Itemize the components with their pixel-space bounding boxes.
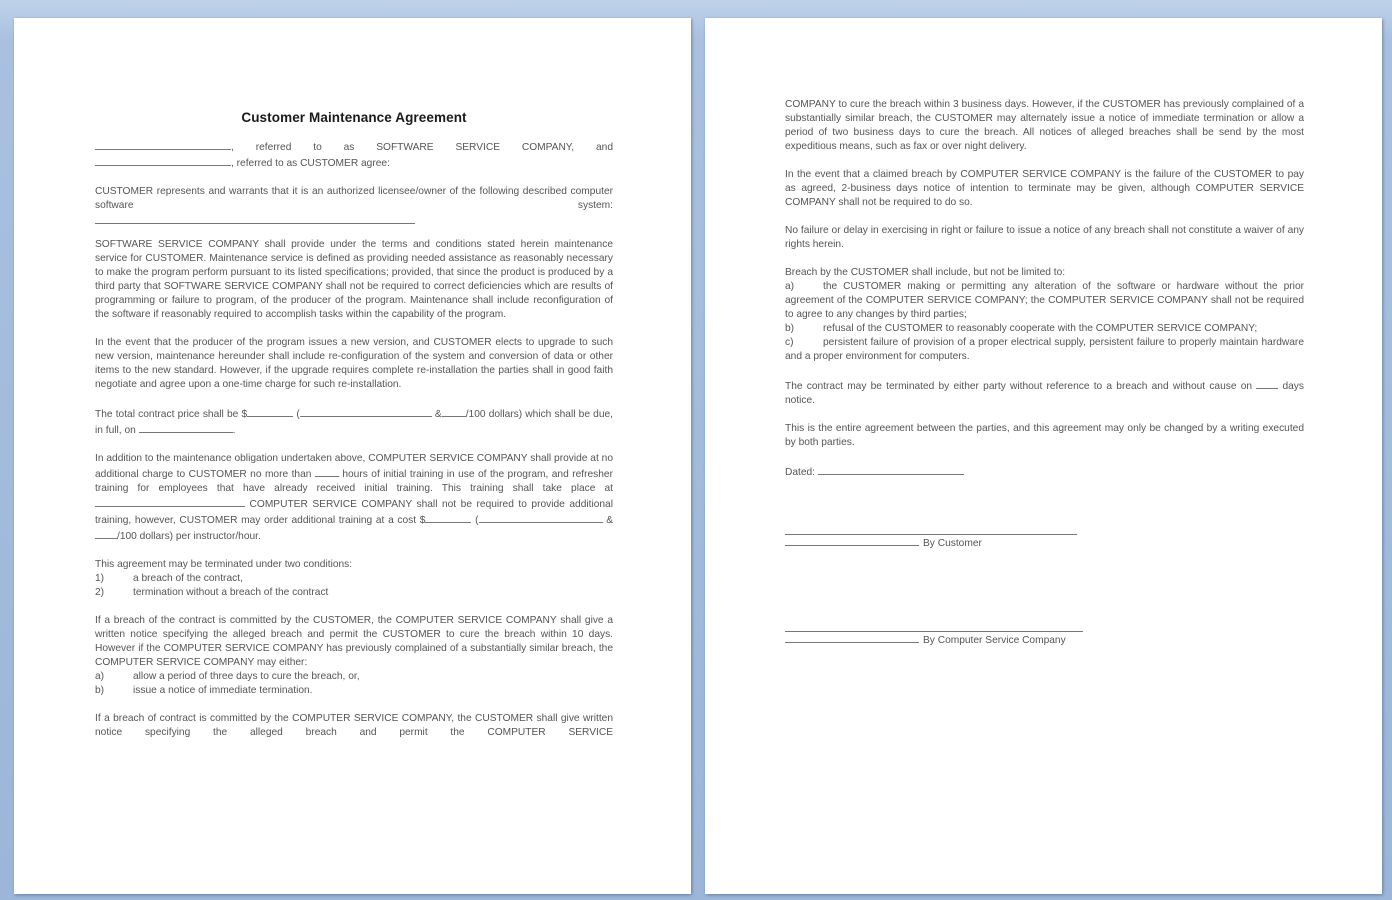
document-page-1 xyxy=(14,18,691,894)
customer-name-line[interactable] xyxy=(785,535,919,546)
training-cost-cents-blank[interactable] xyxy=(95,528,117,539)
signature-label-customer: By Customer xyxy=(923,538,982,549)
cure-period-paragraph: COMPANY to cure the breach within 3 business days. However, if the CUSTOMER has previously complained of a substantially similar breach, the CUSTOMER may alternately issue a notice of immediate termination or allow a period of two business days to cure the breach. All notices of alleged breaches shall be send by the most expeditious means, such as fax or over night delivery. xyxy=(785,99,1304,152)
termination-conditions: This agreement may be terminated under two conditions: 1) a breach of the contract, 2) termination without a breach of the contract xyxy=(95,558,613,600)
party-name-blank[interactable] xyxy=(95,139,231,150)
list-item: b) refusal of the CUSTOMER to reasonably cooperate with the COMPUTER SERVICE COMPANY; xyxy=(785,323,1258,334)
dated-line: Dated: xyxy=(785,464,1304,480)
training-paragraph: In addition to the maintenance obligation undertaken above, COMPUTER SERVICE COMPANY shall provide at no additional charge to CUSTOMER no more than hours of initial training in use of the program, and refresher training for employees that have already received initial training. This training shall take place at COMPUTER SERVICE COMPANY shall not be required to provide additional training, however, CUSTOMER may order additional training at a cost $ ( &/100 dollars) per instructor/hour. xyxy=(95,453,614,542)
list-item: c) persistent failure of provision of a proper electrical supply, persistent failure to properly maintain hardware and a proper environment for computers. xyxy=(785,337,1304,362)
customer-signature-block xyxy=(785,524,1304,551)
payment-breach-paragraph: In the event that a claimed breach by COMPUTER SERVICE COMPANY is the failure of the CUSTOMER to pay as agreed, 2-business days notice of intention to terminate may be given, although COMPUTER SERVICE COMPANY shall not be required to do so. xyxy=(785,169,1304,208)
signature-label-company: By Computer Service Company xyxy=(923,635,1066,646)
training-cost-blank[interactable] xyxy=(425,512,471,523)
contract-price-paragraph: The total contract price shall be $ ( & /100 dollars) which shall be due, in full, on . xyxy=(95,406,613,438)
list-item: 2) termination without a breach of the contract xyxy=(95,587,329,598)
list-item: a) allow a period of three days to cure the breach, or, xyxy=(95,671,360,682)
parties-paragraph: , referred to as SOFTWARE SERVICE COMPANY, and , referred to as CUSTOMER agree: xyxy=(95,139,613,171)
price-words-blank[interactable] xyxy=(300,406,432,417)
document-page-2 xyxy=(705,18,1382,894)
software-system-blank[interactable] xyxy=(95,213,613,224)
due-date-blank[interactable] xyxy=(139,422,233,433)
company-signature-block xyxy=(785,621,1304,648)
notice-days-blank[interactable] xyxy=(1256,378,1278,389)
list-item: 1) a breach of the contract, xyxy=(95,573,243,584)
training-cost-words-blank[interactable] xyxy=(479,512,603,523)
price-cents-blank[interactable] xyxy=(442,406,466,417)
customer-breach-paragraph: If a breach of the contract is committed by the CUSTOMER, the COMPUTER SERVICE COMPANY shall give a written notice specifying the alleged breach and permit the CUSTOMER to cure the breach within 10 days. However if the COMPUTER SERVICE COMPANY has previously complained of a substantially similar breach, the COMPUTER SERVICE COMPANY may either: a) allow a period of three days to cure the breach, or, b) issue a notice of immediate termination. xyxy=(95,615,613,696)
list-item: b) issue a notice of immediate termination. xyxy=(95,685,313,696)
customer-signature-line[interactable] xyxy=(785,524,1077,535)
document-title: Customer Maintenance Agreement xyxy=(241,110,467,125)
upgrade-paragraph: In the event that the producer of the program issues a new version, and CUSTOMER elects to upgrade to such new version, maintenance hereunder shall include re-configuration of the system and conversion of data or other items to the new standard. However, if the upgrade requires complete re-installation the parties shall in good faith negotiate and agree upon a one-time charge for such re-installation. xyxy=(95,337,613,390)
breach-definition-paragraph: Breach by the CUSTOMER shall include, but not be limited to: a) the CUSTOMER making or permitting any alteration of the software or hardware without the prior agreement of the COMPUTER SERVICE COMPANY; the COMPUTER SERVICE COMPANY shall not be required to agree to any changes by third parties; b) refusal of the CUSTOMER to reasonably cooperate with the COMPUTER SERVICE COMPANY; c) persistent failure of provision of a proper electrical supply, persistent failure to properly maintain hardware and a proper environment for computers. xyxy=(785,267,1304,362)
entire-agreement-paragraph: This is the entire agreement between the parties, and this agreement may only be changed by a writing executed by both parties. xyxy=(785,423,1304,448)
company-name-line[interactable] xyxy=(785,632,919,643)
waiver-paragraph: No failure or delay in exercising in right or failure to issue a notice of any breach shall not constitute a waiver of any rights herein. xyxy=(785,225,1304,250)
price-amount-blank[interactable] xyxy=(247,406,293,417)
training-location-blank[interactable] xyxy=(95,496,245,507)
maintenance-paragraph: SOFTWARE SERVICE COMPANY shall provide under the terms and conditions stated herein maintenance service for CUSTOMER. Maintenance service is defined as providing needed assistance as reasonably necessary to make the program perform pursuant to its listed specifications; provided, that since the product is produced by a third party that SOFTWARE SERVICE COMPANY shall not be required to correct deficiencies which are results of programming or failure to program, of the producer of the program. Maintenance shall include reconfiguration of the software if reasonably required to accomplish tasks within the capability of the program. xyxy=(95,239,613,320)
company-breach-paragraph: If a breach of contract is committed by the COMPUTER SERVICE COMPANY, the CUSTOMER shall give written notice specifying the alleged breach and permit the COMPUTER SERVICE xyxy=(95,713,613,738)
warranty-paragraph: CUSTOMER represents and warrants that it is an authorized licensee/owner of the following described computer software system: xyxy=(95,186,613,211)
company-signature-line[interactable] xyxy=(785,621,1083,632)
termination-notice-paragraph: The contract may be terminated by either party without reference to a breach and without cause on days notice. xyxy=(785,378,1304,408)
training-hours-blank[interactable] xyxy=(315,466,339,477)
list-item: a) the CUSTOMER making or permitting any alteration of the software or hardware without the prior agreement of the COMPUTER SERVICE COMPANY; the COMPUTER SERVICE COMPANY shall not be required to agree to any changes by third parties; xyxy=(785,281,1304,320)
customer-name-blank[interactable] xyxy=(95,155,231,166)
date-blank[interactable] xyxy=(818,464,964,475)
